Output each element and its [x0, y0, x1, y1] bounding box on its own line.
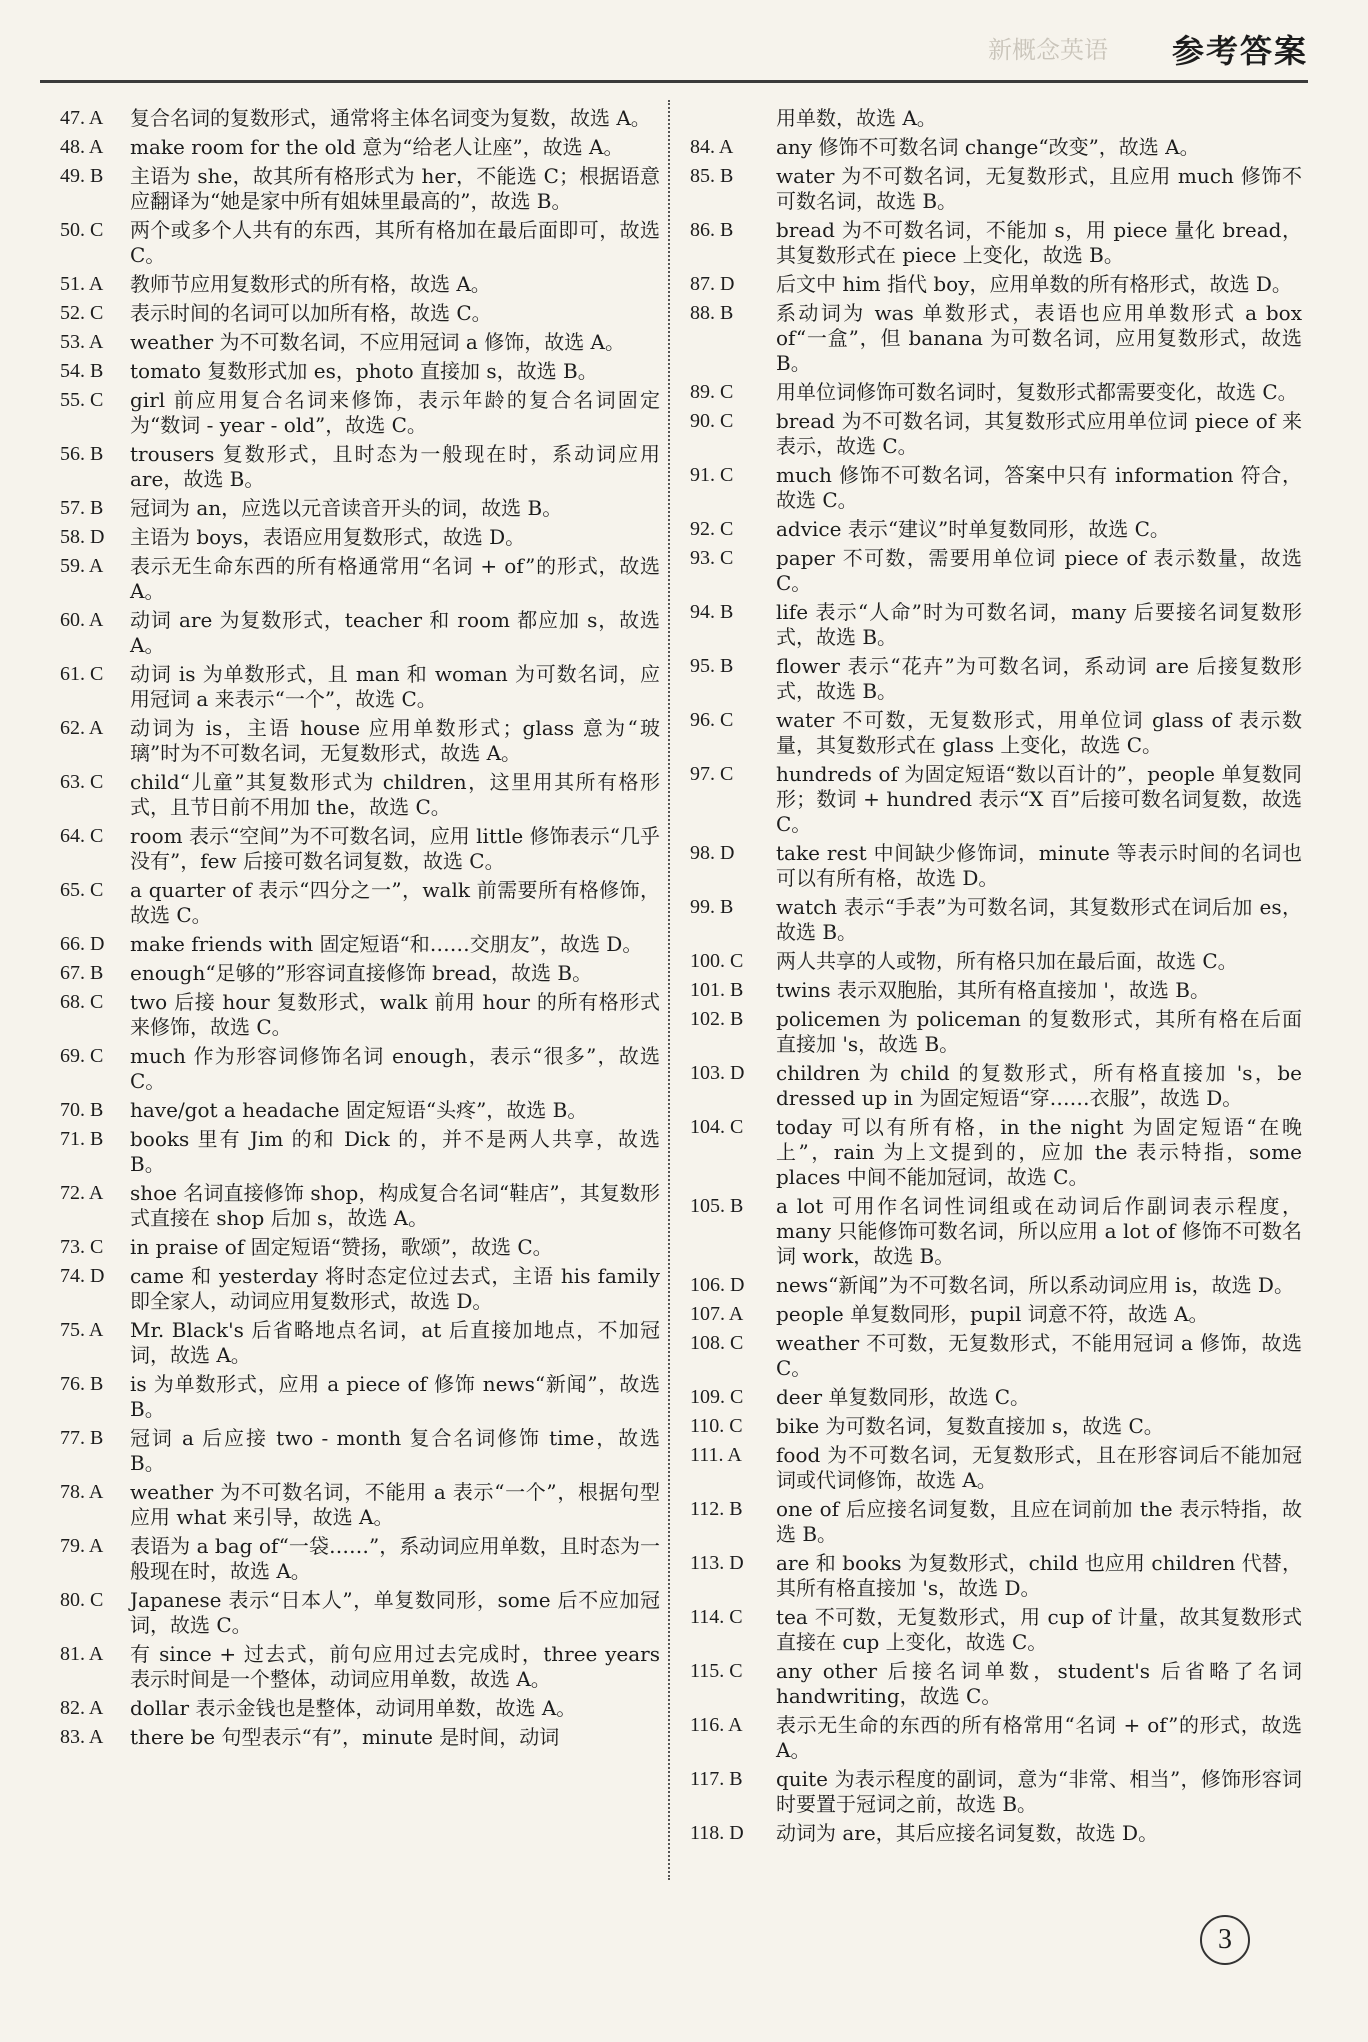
- answer-explanation: Mr. Black's 后省略地点名词，at 后直接加地点，不加冠词，故选 A。: [130, 1318, 660, 1367]
- answer-explanation: bread 为不可数名词，不能加 s，用 piece 量化 bread，其复数形式在 piece 上变化，故选 B。: [776, 218, 1302, 267]
- answer-explanation: 有 since + 过去式，前句应用过去完成时，three years 表示时间是一个整体，动词应用单数，故选 A。: [130, 1642, 660, 1691]
- answer-number: 68. C: [60, 991, 104, 1013]
- answer-item: [690, 1273, 1302, 1298]
- answer-explanation: dollar 表示金钱也是整体，动词用单数，故选 A。: [130, 1696, 577, 1720]
- answer-number: 60. A: [60, 609, 104, 631]
- answer-item: [690, 1115, 1302, 1190]
- answer-number: 66. D: [60, 933, 105, 955]
- answer-explanation: weather 为不可数名词，不应用冠词 a 修饰，故选 A。: [130, 330, 625, 354]
- answer-number: 52. C: [60, 302, 104, 324]
- answer-explanation: 表语为 a bag of“一袋……”，系动词应用单数，且时态为一般现在时，故选 A。: [130, 1534, 660, 1583]
- answer-item: [690, 1821, 1302, 1846]
- answer-number: 104. C: [690, 1116, 744, 1138]
- answer-item: [60, 135, 660, 160]
- answer-item: [690, 1414, 1302, 1439]
- answer-item: [690, 708, 1302, 758]
- answer-explanation: 动词 are 为复数形式，teacher 和 room 都应加 s，故选 A。: [130, 608, 660, 657]
- answer-explanation: 系动词为 was 单数形式，表语也应用单数形式 a box of“一盒”，但 banana 为可数名词，应用复数形式，故选 B。: [776, 301, 1302, 375]
- answer-number: 101. B: [690, 979, 744, 1001]
- answer-item: [60, 770, 660, 820]
- answer-number: 113. D: [690, 1552, 744, 1574]
- answer-number: 75. A: [60, 1319, 104, 1341]
- answer-number: 64. C: [60, 825, 104, 847]
- answer-explanation: much 修饰不可数名词，答案中只有 information 符合，故选 C。: [776, 463, 1302, 512]
- answer-item: [60, 272, 660, 297]
- answer-item: [690, 1551, 1302, 1601]
- answer-item: [60, 496, 660, 521]
- answer-item: [60, 1127, 660, 1177]
- answer-explanation: any 修饰不可数名词 change“改变”，故选 A。: [776, 135, 1200, 159]
- answer-number: 82. A: [60, 1697, 104, 1719]
- answer-number: 96. C: [690, 709, 734, 731]
- answer-number: 53. A: [60, 331, 104, 353]
- answer-item: [690, 949, 1302, 974]
- answer-item: [690, 1061, 1302, 1111]
- page-header: [40, 0, 1308, 83]
- answer-explanation: have/got a headache 固定短语“头疼”，故选 B。: [130, 1098, 588, 1122]
- answer-explanation: today 可以有所有格，in the night 为固定短语“在晚上”，rain 为上文提到的，应加 the 表示特指，some places 中间不能加冠词，故选 C。: [776, 1115, 1302, 1189]
- answer-item: [60, 878, 660, 928]
- answer-item: [60, 824, 660, 874]
- answer-item: [690, 1443, 1302, 1493]
- answer-number: 116. A: [690, 1714, 743, 1736]
- answer-number: 90. C: [690, 410, 734, 432]
- answer-item: [690, 135, 1302, 160]
- answer-number: 114. C: [690, 1606, 743, 1628]
- answer-number: 56. B: [60, 443, 104, 465]
- answer-item: [60, 525, 660, 550]
- answer-item: [60, 1588, 660, 1638]
- answer-item: [60, 554, 660, 604]
- answer-explanation: water 为不可数名词，无复数形式，且应用 much 修饰不可数名词，故选 B。: [776, 164, 1302, 213]
- answer-number: 51. A: [60, 273, 104, 295]
- answer-number: 50. C: [60, 219, 104, 241]
- answer-number: 58. D: [60, 526, 105, 548]
- answer-number: 84. A: [690, 136, 734, 158]
- answer-explanation: 表示无生命东西的所有格通常用“名词 + of”的形式，故选 A。: [130, 554, 660, 603]
- answer-number: 85. B: [690, 165, 734, 187]
- answer-item: [60, 716, 660, 766]
- header-title: 参考答案: [1171, 32, 1308, 70]
- answer-item: [60, 330, 660, 355]
- header-faint-text: 新概念英语: [988, 36, 1108, 64]
- answer-number: 105. B: [690, 1195, 744, 1217]
- answer-explanation: 两人共享的人或物，所有格只加在最后面，故选 C。: [776, 949, 1238, 973]
- answer-explanation: children 为 child 的复数形式，所有格直接加 's，be dressed up in 为固定短语“穿……衣服”，故选 D。: [776, 1061, 1302, 1110]
- answer-item: [690, 1331, 1302, 1381]
- answer-explanation: much 作为形容词修饰名词 enough，表示“很多”，故选 C。: [130, 1044, 660, 1093]
- answer-item: [690, 517, 1302, 542]
- answer-explanation: life 表示“人命”时为可数名词，many 后要接名词复数形式，故选 B。: [776, 600, 1302, 649]
- answer-explanation: paper 不可数，需要用单位词 piece of 表示数量，故选 C。: [776, 546, 1302, 595]
- answer-explanation: advice 表示“建议”时单复数同形，故选 C。: [776, 517, 1170, 541]
- answer-item: [60, 164, 660, 214]
- answer-number: 99. B: [690, 896, 734, 918]
- answer-item: [690, 654, 1302, 704]
- answer-item: [690, 600, 1302, 650]
- answer-explanation: 冠词为 an，应选以元音读音开头的词，故选 B。: [130, 496, 563, 520]
- answer-item: [690, 978, 1302, 1003]
- answer-explanation: one of 后应接名词复数，且应在词前加 the 表示特指，故选 B。: [776, 1497, 1302, 1546]
- answer-item: [690, 1659, 1302, 1709]
- answer-number: 112. B: [690, 1498, 743, 1520]
- answer-explanation: 用单数，故选 A。: [776, 106, 937, 130]
- answer-explanation: books 里有 Jim 的和 Dick 的，并不是两人共享，故选 B。: [130, 1127, 660, 1176]
- answer-explanation: there be 句型表示“有”，minute 是时间，动词: [130, 1725, 560, 1749]
- answer-explanation: 冠词 a 后应接 two - month 复合名词修饰 time，故选 B。: [130, 1426, 660, 1475]
- answer-explanation: is 为单数形式，应用 a piece of 修饰 news“新闻”，故选 B。: [130, 1372, 660, 1421]
- answer-number: 59. A: [60, 555, 104, 577]
- answer-number: 103. D: [690, 1062, 745, 1084]
- answer-item: [60, 218, 660, 268]
- answer-item: [60, 1372, 660, 1422]
- answer-explanation: news“新闻”为不可数名词，所以系动词应用 is，故选 D。: [776, 1273, 1294, 1297]
- answer-explanation: 动词为 are，其后应接名词复数，故选 D。: [776, 1821, 1159, 1845]
- answer-item: [690, 895, 1302, 945]
- answer-number: 80. C: [60, 1589, 104, 1611]
- answer-number: 67. B: [60, 962, 104, 984]
- answer-explanation: policemen 为 policeman 的复数形式，其所有格在后面直接加 's，故选 B。: [776, 1007, 1302, 1056]
- answer-explanation: people 单复数同形，pupil 词意不符，故选 A。: [776, 1302, 1209, 1326]
- answer-item: [60, 1264, 660, 1314]
- answer-item: [690, 1302, 1302, 1327]
- answer-explanation: child“儿童”其复数形式为 children，这里用其所有格形式，且节日前不用加 the，故选 C。: [130, 770, 660, 819]
- answer-number: 107. A: [690, 1303, 744, 1325]
- answer-item: [60, 662, 660, 712]
- answer-explanation: came 和 yesterday 将时态定位过去式，主语 his family 即全家人，动词应用复数形式，故选 D。: [130, 1264, 660, 1313]
- answer-explanation: weather 不可数，无复数形式，不能用冠词 a 修饰，故选 C。: [776, 1331, 1302, 1380]
- answer-number: 74. D: [60, 1265, 105, 1287]
- answer-explanation: watch 表示“手表”为可数名词，其复数形式在词后加 es，故选 B。: [776, 895, 1302, 944]
- answer-explanation: twins 表示双胞胎，其所有格直接加 '，故选 B。: [776, 978, 1210, 1002]
- answer-item: [690, 841, 1302, 891]
- answer-number: 73. C: [60, 1236, 104, 1258]
- answer-number: 89. C: [690, 381, 734, 403]
- answer-explanation: 动词 is 为单数形式，且 man 和 woman 为可数名词，应用冠词 a 来表示“一个”，故选 C。: [130, 662, 660, 711]
- answer-explanation: room 表示“空间”为不可数名词，应用 little 修饰表示“几乎没有”，few 后接可数名词复数，故选 C。: [130, 824, 660, 873]
- answer-item: [690, 1713, 1302, 1763]
- answer-explanation: bread 为不可数名词，其复数形式应用单位词 piece of 来表示，故选 C。: [776, 409, 1302, 458]
- answer-item: [690, 762, 1302, 837]
- answer-explanation: any other 后接名词单数，student's 后省略了名词 handwriting，故选 C。: [776, 1659, 1302, 1708]
- answer-item: [60, 359, 660, 384]
- answer-explanation: food 为不可数名词，无复数形式，且在形容词后不能加冠词或代词修饰，故选 A。: [776, 1443, 1302, 1492]
- answer-number: 115. C: [690, 1660, 743, 1682]
- answer-explanation: 用单位词修饰可数名词时，复数形式都需要变化，故选 C。: [776, 380, 1298, 404]
- answer-item: [690, 301, 1302, 376]
- answer-number: 83. A: [60, 1726, 104, 1748]
- answer-item: [60, 1426, 660, 1476]
- answer-explanation: 表示无生命的东西的所有格常用“名词 + of”的形式，故选 A。: [776, 1713, 1302, 1762]
- answer-explanation: two 后接 hour 复数形式，walk 前用 hour 的所有格形式来修饰，故选 C。: [130, 990, 660, 1039]
- answer-item: [60, 990, 660, 1040]
- answer-number: 86. B: [690, 219, 734, 241]
- answer-explanation: make friends with 固定短语“和……交朋友”，故选 D。: [130, 932, 643, 956]
- answer-explanation: quite 为表示程度的副词，意为“非常、相当”，修饰形容词时要置于冠词之前，故选 B。: [776, 1767, 1302, 1816]
- answer-explanation: shoe 名词直接修饰 shop，构成复合名词“鞋店”，其复数形式直接在 shop 后加 s，故选 A。: [130, 1181, 660, 1230]
- answer-explanation: 两个或多个人共有的东西，其所有格加在最后面即可，故选 C。: [130, 218, 660, 267]
- answer-item: [60, 1235, 660, 1260]
- answer-number: 81. A: [60, 1643, 104, 1665]
- answer-explanation: bike 为可数名词，复数直接加 s，故选 C。: [776, 1414, 1164, 1438]
- answer-item: [690, 380, 1302, 405]
- answer-explanation: tomato 复数形式加 es，photo 直接加 s，故选 B。: [130, 359, 598, 383]
- answer-number: [690, 106, 776, 131]
- answer-explanation: 后文中 him 指代 boy，应用单数的所有格形式，故选 D。: [776, 272, 1292, 296]
- answer-number: 61. C: [60, 663, 104, 685]
- answer-item: [60, 301, 660, 326]
- answer-item: [690, 272, 1302, 297]
- left-column: [60, 106, 660, 1754]
- answer-item: [690, 164, 1302, 214]
- answer-item: [60, 1534, 660, 1584]
- answer-number: 87. D: [690, 273, 735, 295]
- answer-number: 72. A: [60, 1182, 104, 1204]
- answer-item: [690, 1497, 1302, 1547]
- answer-item: [60, 442, 660, 492]
- answer-explanation: 教师节应用复数形式的所有格，故选 A。: [130, 272, 491, 296]
- answer-number: 57. B: [60, 497, 104, 519]
- answer-item: [690, 1007, 1302, 1057]
- answer-explanation: weather 为不可数名词，不能用 a 表示“一个”，根据句型应用 what 来引导，故选 A。: [130, 1480, 660, 1529]
- answer-number: 78. A: [60, 1481, 104, 1503]
- answer-number: 71. B: [60, 1128, 104, 1150]
- answer-explanation: take rest 中间缺少修饰词，minute 等表示时间的名词也可以有所有格，故选 D。: [776, 841, 1302, 890]
- answer-number: 97. C: [690, 763, 734, 785]
- answer-number: 49. B: [60, 165, 104, 187]
- answer-number: 106. D: [690, 1274, 745, 1296]
- answer-item: [690, 546, 1302, 596]
- answer-item: [60, 1642, 660, 1692]
- answer-number: 88. B: [690, 302, 734, 324]
- answer-number: 47. A: [60, 107, 104, 129]
- answer-number: 79. A: [60, 1535, 104, 1557]
- answer-number: 77. B: [60, 1427, 104, 1449]
- answer-item: [690, 463, 1302, 513]
- answer-number: 92. C: [690, 518, 734, 540]
- answer-explanation: water 不可数，无复数形式，用单位词 glass of 表示数量，其复数形式在 glass 上变化，故选 C。: [776, 708, 1302, 757]
- answer-item: [60, 1044, 660, 1094]
- answer-explanation: tea 不可数，无复数形式，用 cup of 计量，故其复数形式直接在 cup 上变化，故选 C。: [776, 1605, 1302, 1654]
- answer-number: 54. B: [60, 360, 104, 382]
- answer-explanation: a quarter of 表示“四分之一”，walk 前需要所有格修饰，故选 C。: [130, 878, 660, 927]
- answer-explanation: 表示时间的名词可以加所有格，故选 C。: [130, 301, 492, 325]
- answer-item: [690, 106, 1302, 131]
- answer-item: [690, 1194, 1302, 1269]
- answer-number: 48. A: [60, 136, 104, 158]
- answer-explanation: 动词为 is，主语 house 应用单数形式；glass 意为“玻璃”时为不可数名词，无复数形式，故选 A。: [130, 716, 660, 765]
- answer-explanation: trousers 复数形式，且时态为一般现在时，系动词应用 are，故选 B。: [130, 442, 660, 491]
- answer-explanation: Japanese 表示“日本人”，单复数同形，some 后不应加冠词，故选 C。: [130, 1588, 660, 1637]
- answer-item: [60, 961, 660, 986]
- answer-item: [60, 1181, 660, 1231]
- answer-item: [60, 608, 660, 658]
- answer-number: 102. B: [690, 1008, 744, 1030]
- answer-number: 91. C: [690, 464, 734, 486]
- answer-number: 55. C: [60, 389, 104, 411]
- right-column: [690, 106, 1302, 1850]
- answer-number: 117. B: [690, 1768, 743, 1790]
- answer-item: [60, 1318, 660, 1368]
- answer-item: [60, 932, 660, 957]
- answer-explanation: are 和 books 为复数形式，child 也应用 children 代替，其所有格直接加 's，故选 D。: [776, 1551, 1302, 1600]
- answer-item: [60, 1480, 660, 1530]
- answer-number: 110. C: [690, 1415, 743, 1437]
- answer-explanation: in praise of 固定短语“赞扬，歌颂”，故选 C。: [130, 1235, 553, 1259]
- page-number: 3: [1200, 1915, 1250, 1965]
- answer-number: 76. B: [60, 1373, 104, 1395]
- answer-item: [60, 388, 660, 438]
- answer-item: [690, 1385, 1302, 1410]
- answer-number: 109. C: [690, 1386, 744, 1408]
- answer-item: [60, 106, 660, 131]
- answer-number: 108. C: [690, 1332, 744, 1354]
- answer-number: 69. C: [60, 1045, 104, 1067]
- answer-number: 111. A: [690, 1444, 742, 1466]
- answer-number: 63. C: [60, 771, 104, 793]
- answer-explanation: 复合名词的复数形式，通常将主体名词变为复数，故选 A。: [130, 106, 651, 130]
- answer-item: [690, 1767, 1302, 1817]
- answer-item: [690, 218, 1302, 268]
- answer-item: [60, 1098, 660, 1123]
- answer-item: [690, 409, 1302, 459]
- answer-number: 93. C: [690, 547, 734, 569]
- answer-explanation: 主语为 she，故其所有格形式为 her，不能选 C；根据语意应翻译为“她是家中所有姐妹里最高的”，故选 B。: [130, 164, 660, 213]
- answer-explanation: flower 表示“花卉”为可数名词，系动词 are 后接复数形式，故选 B。: [776, 654, 1302, 703]
- answer-number: 62. A: [60, 717, 104, 739]
- answer-number: 70. B: [60, 1099, 104, 1121]
- answer-number: 98. D: [690, 842, 735, 864]
- answer-item: [60, 1725, 660, 1750]
- answer-explanation: hundreds of 为固定短语“数以百计的”，people 单复数同形；数词 + hundred 表示“X 百”后接可数名词复数，故选 C。: [776, 762, 1302, 836]
- answer-number: 100. C: [690, 950, 744, 972]
- answer-number: 95. B: [690, 655, 734, 677]
- answer-explanation: a lot 可用作名词性词组或在动词后作副词表示程度，many 只能修饰可数名词，所以应用 a lot of 修饰不可数名词 work，故选 B。: [776, 1194, 1302, 1268]
- answer-explanation: deer 单复数同形，故选 C。: [776, 1385, 1031, 1409]
- answer-number: 94. B: [690, 601, 734, 623]
- answer-item: [690, 1605, 1302, 1655]
- answer-item: [60, 1696, 660, 1721]
- answer-explanation: enough“足够的”形容词直接修饰 bread，故选 B。: [130, 961, 593, 985]
- answer-explanation: 主语为 boys，表语应用复数形式，故选 D。: [130, 525, 526, 549]
- answer-explanation: make room for the old 意为“给老人让座”，故选 A。: [130, 135, 624, 159]
- answer-explanation: girl 前应用复合名词来修饰，表示年龄的复合名词固定为“数词 - year - old”，故选 C。: [130, 388, 660, 437]
- column-divider: [668, 100, 670, 1880]
- answer-number: 65. C: [60, 879, 104, 901]
- answer-number: 118. D: [690, 1822, 744, 1844]
